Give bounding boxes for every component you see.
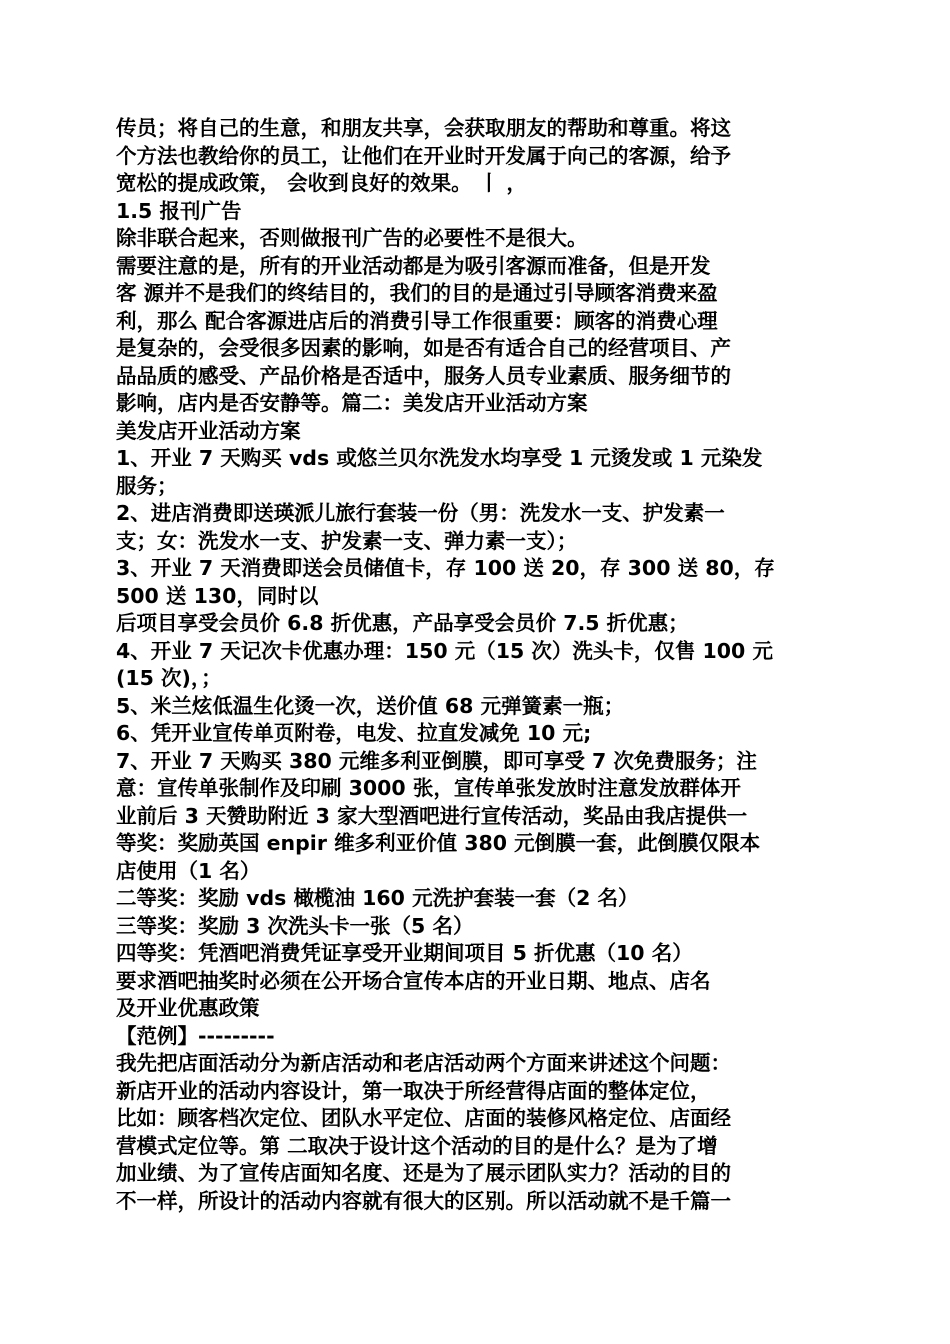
- list-item: 5、米兰炫低温生化烫一次，送价值 68 元弹簧素一瓶；: [116, 693, 625, 718]
- text-line: 业前后 3 天赞助附近 3 家大型酒吧进行宣传活动，奖品由我店提供一: [116, 803, 748, 828]
- list-item: 4、开业 7 天记次卡优惠办理：150 元（15 次）洗头卡，仅售 100 元: [116, 638, 773, 663]
- text-line: 加业绩、为了宣传店面知名度、还是为了展示团队实力？活动的目的: [116, 1161, 731, 1185]
- list-item: 7、开业 7 天购买 380 元维多利亚倒膜，即可享受 7 次免费服务；注: [116, 748, 757, 773]
- text-line: 利，那么 配合客源进店后的消费引导工作很重要：顾客的消费心理: [116, 308, 718, 333]
- text-line: 需要注意的是，所有的开业活动都是为吸引客源而准备，但是开发: [116, 253, 711, 278]
- text-line: 品品质的感受、产品价格是否适中，服务人员专业素质、服务细节的: [116, 363, 731, 388]
- prize-line: 二等奖：奖励 vds 橄榄油 160 元洗护套装一套（2 名）: [116, 886, 639, 910]
- text-line: 营模式定位等。第 二取决于设计这个活动的目的是什么？是为了增: [116, 1133, 718, 1158]
- text-line: 支；女：洗发水一支、护发素一支、弹力素一支）；: [116, 528, 578, 553]
- text-line: 500 送 130，同时以: [116, 583, 319, 608]
- text-line: 等奖：奖励英国 enpir 维多利亚价值 380 元倒膜一套，此倒膜仅限本: [116, 831, 761, 855]
- text-line: 店使用（1 名）: [116, 858, 261, 883]
- text-line: 新店开业的活动内容设计，第一取决于所经营得店面的整体定位，: [116, 1078, 711, 1103]
- text-line: 是复杂的，会受很多因素的影响，如是否有适合自己的经营项目、产: [116, 336, 731, 360]
- prize-line: 三等奖：奖励 3 次洗头卡一张（5 名）: [116, 913, 474, 938]
- text-line: 我先把店面活动分为新店活动和老店活动两个方面来讲述这个问题：: [116, 1051, 731, 1075]
- text-line: 宽松的提成政策， 会收到良好的效果。 丨 ，: [116, 171, 527, 195]
- text-line: 客 源并不是我们的终结目的，我们的目的是通过引导顾客消费来盈: [116, 281, 718, 305]
- text-line: 要求酒吧抽奖时必须在公开场合宣传本店的开业日期、地点、店名: [116, 968, 711, 993]
- list-item: 3、开业 7 天消费即送会员储值卡，存 100 送 20，存 300 送 80，存: [116, 556, 775, 580]
- text-line: 不一样，所设计的活动内容就有很大的区别。所以活动就不是千篇一: [116, 1188, 731, 1213]
- text-line: 个方法也教给你的员工，让他们在开业时开发属于向己的客源，给予: [116, 143, 731, 168]
- text-line: 比如：顾客档次定位、团队水平定位、店面的装修风格定位、店面经: [116, 1106, 731, 1130]
- text-line: 传员；将自己的生意，和朋友共享，会获取朋友的帮助和尊重。将这: [116, 116, 731, 140]
- prize-line: 四等奖：凭酒吧消费凭证享受开业期间项目 5 折优惠（10 名）: [116, 941, 693, 965]
- text-line: 服务；: [116, 473, 178, 498]
- document-body: [116, 115, 838, 1215]
- list-item: 6、凭开业宣传单页附卷，电发、拉直发减免 10 元;: [116, 721, 592, 745]
- text-line: 后项目享受会员价 6.8 折优惠，产品享受会员价 7.5 折优惠；: [116, 611, 689, 635]
- text-line: (15 次)，；: [116, 666, 222, 690]
- text-line: 及开业优惠政策: [116, 996, 260, 1020]
- text-line: 除非联合起来，否则做报刊广告的必要性不是很大。: [116, 226, 588, 250]
- section-heading: 美发店开业活动方案: [116, 418, 301, 443]
- example-heading: 【范例】---------: [116, 1023, 275, 1048]
- text-line: 意：宣传单张制作及印刷 3000 张，宣传单张发放时注意发放群体开: [116, 776, 741, 800]
- list-item: 2、进店消费即送瑛派儿旅行套装一份（男：洗发水一支、护发素一: [116, 501, 725, 525]
- text-line: 影响，店内是否安静等。篇二：美发店开业活动方案: [116, 391, 588, 415]
- list-item: 1、开业 7 天购买 vds 或悠兰贝尔洗发水均享受 1 元烫发或 1 元染发: [116, 446, 763, 470]
- section-heading: 1.5 报刊广告: [116, 198, 242, 223]
